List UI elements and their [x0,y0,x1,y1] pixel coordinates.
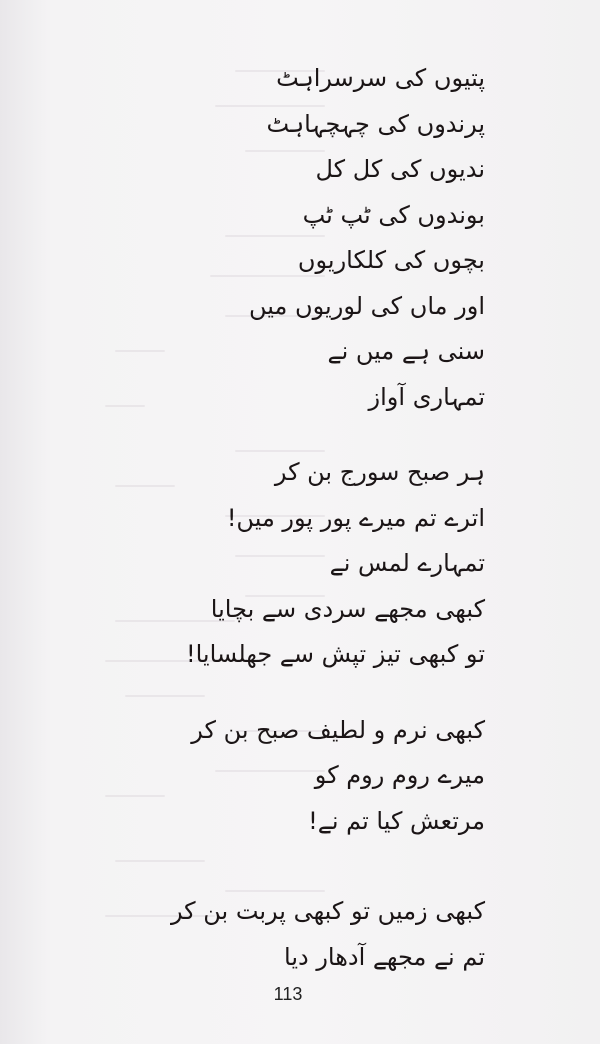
poem-line: تمہاری آواز [368,382,485,411]
poem-line: کبھی نرم و لطیف صبح بن کر [191,715,485,744]
stanza-gap [105,420,485,450]
stanza [105,708,485,845]
poem-line: تو کبھی تیز تپش سے جھلسایا! [186,640,485,668]
poem-line: اور ماں کی لوریوں میں [249,291,485,320]
poem-line: میرے روم روم کو [314,761,485,789]
poem-line: بوندوں کی ٹپ ٹپ [302,200,485,229]
stanza [105,889,485,980]
poem [105,56,485,980]
poem-line: کبھی مجھے سردی سے بچایا [210,594,485,623]
poem-line: ہر صبح سورج بن کر [274,458,485,486]
poem-line: بچوں کی کلکاریوں [297,246,485,274]
poem-line: پتیوں کی سرسراہٹ [276,64,485,92]
poem-line: تم نے مجھے آدھار دیا [284,942,485,971]
poem-line: ندیوں کی کل کل [315,155,485,183]
stanza [105,56,485,420]
poem-line: مرتعش کیا تم نے! [308,806,485,835]
poem-line: سنی ہے میں نے [327,337,485,365]
stanza-gap [105,844,485,889]
poem-line: پرندوں کی چہچہاہٹ [266,109,485,138]
poem-line: اترے تم میرے پور پور میں! [226,503,485,532]
page-number: 113 [273,984,303,1004]
stanza [105,450,485,678]
stanza-gap [105,678,485,708]
poem-line: کبھی زمیں تو کبھی پربت بن کر [170,897,485,925]
poem-line: تمہارے لمس نے [329,549,485,577]
